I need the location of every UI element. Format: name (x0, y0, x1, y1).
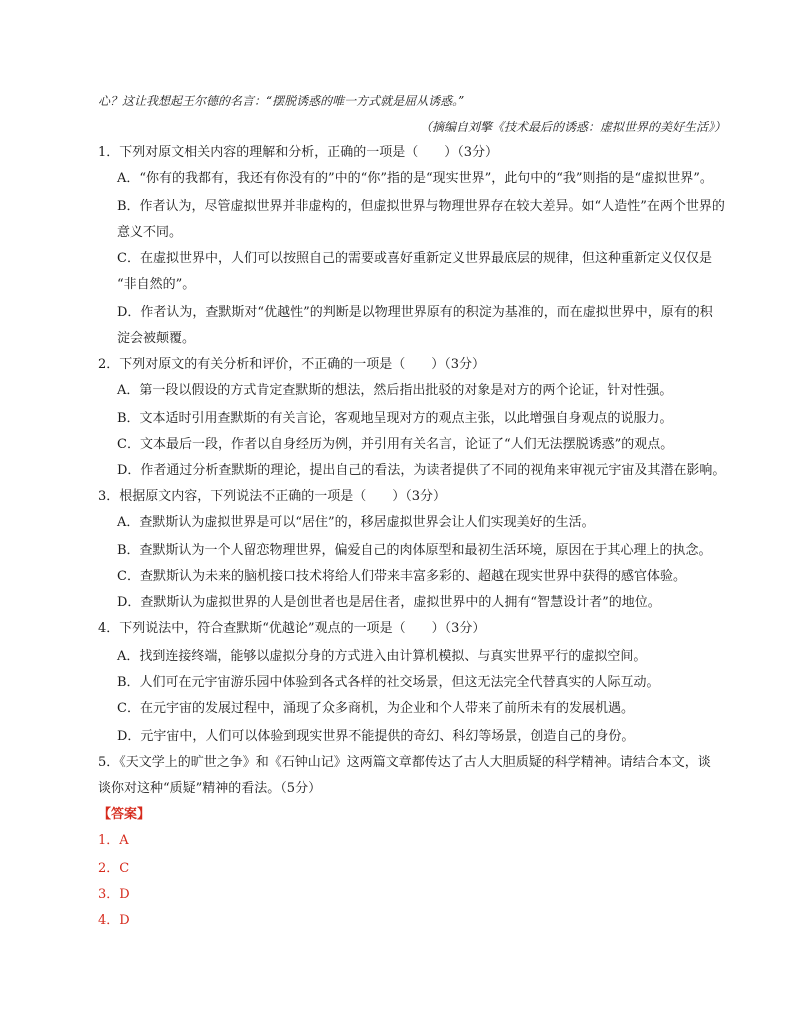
question-5-stem-cont: 谈你对这种“质疑”精神的看法。（5分） (98, 781, 322, 796)
question-4-option-a: A．找到连接终端，能够以虚拟分身的方式进入由计算机模拟、与真实世界平行的虚拟空间。 (117, 649, 647, 664)
question-3-option-d: D．查默斯认为虚拟世界的人是创世者也是居住者，虚拟世界中的人拥有“智慧设计者”的地位。 (117, 595, 661, 610)
answer-1: 1．A (98, 833, 129, 848)
question-4-option-d: D．元宇宙中，人们可以体验到现实世界不能提供的奇幻、科幻等场景，创造自己的身份。 (117, 729, 635, 744)
question-1-stem: 1．下列对原文相关内容的理解和分析，正确的一项是（ ）（3分） (98, 145, 499, 160)
question-5-stem: 5．《天文学上的旷世之争》和《石钟山记》这两篇文章都传达了古人大胆质疑的科学精神。请结合本文，谈 (98, 755, 711, 770)
intro-source-line: （摘编自刘擎《技术最后的诱惑：虚拟世界的美好生活》） (420, 120, 727, 134)
question-3-stem: 3．根据原文内容，下列说法不正确的一项是（ ）（3分） (98, 489, 447, 504)
answer-2: 2．C (98, 861, 130, 876)
question-1-option-d-cont: 淀会被颠覆。 (117, 331, 196, 346)
question-3-option-a: A．查默斯认为虚拟世界是可以“居住”的，移居虚拟世界会让人们实现美好的生活。 (117, 515, 595, 530)
question-4-option-c: C．在元宇宙的发展过程中，涌现了众多商机，为企业和个人带来了前所未有的发展机遇。 (117, 701, 634, 716)
question-2-stem: 2．下列对原文的有关分析和评价，不正确的一项是（ ）（3分） (98, 357, 486, 372)
question-2-option-c: C．文本最后一段，作者以自身经历为例，并引用有关名言，论证了“人们无法摆脱诱惑”的观点。 (117, 437, 674, 452)
question-1-option-a: A．“你有的我都有，我还有你没有的”中的“你”指的是“现实世界”，此句中的“我”则指的是“虚拟世界”。 (117, 171, 713, 186)
question-2-option-b: B．文本适时引用查默斯的有关言论，客观地呈现对方的观点主张，以此增强自身观点的说服力。 (117, 411, 673, 426)
question-2-option-d: D．作者通过分析查默斯的理论，提出自己的看法，为读者提供了不同的视角来审视元宇宙及其潜在影响。 (117, 463, 726, 478)
question-2-option-a: A．第一段以假设的方式肯定查默斯的想法，然后指出批驳的对象是对方的两个论证，针对性强。 (117, 383, 673, 398)
question-1-option-b-cont: 意义不同。 (117, 225, 183, 240)
answer-4: 4．D (98, 913, 130, 928)
question-1-option-d: D．作者认为，查默斯对“优越性”的判断是以物理世界原有的积淀为基准的，而在虚拟世界中，原有的积 (117, 305, 713, 320)
question-3-option-c: C．查默斯认为未来的脑机接口技术将给人们带来丰富多彩的、超越在现实世界中获得的感官体验。 (117, 569, 686, 584)
question-1-option-c-cont: “非自然的”。 (117, 277, 196, 292)
question-4-stem: 4．下列说法中，符合查默斯“优越论”观点的一项是（ ）（3分） (98, 621, 486, 636)
question-3-option-b: B．查默斯认为一个人留恋物理世界，偏爱自己的肉体原型和最初生活环境，原因在于其心理上的执念。 (117, 543, 712, 558)
question-1-option-c: C．在虚拟世界中，人们可以按照自己的需要或喜好重新定义世界最底层的规律，但这种重新定义仅仅是 (117, 251, 712, 266)
answer-header: 【答案】 (98, 807, 151, 822)
question-1-option-b: B．作者认为，尽管虚拟世界并非虚构的，但虚拟世界与物理世界存在较大差异。如“人造性”在两个世界的 (117, 199, 725, 214)
question-4-option-b: B．人们可在元宇宙游乐园中体验到各式各样的社交场景，但这无法完全代替真实的人际互动。 (117, 675, 660, 690)
intro-quote-line: 心？这让我想起王尔德的名言：“摆脱诱惑的唯一方式就是屈从诱惑。” (98, 94, 465, 108)
answer-3: 3．D (98, 887, 130, 902)
